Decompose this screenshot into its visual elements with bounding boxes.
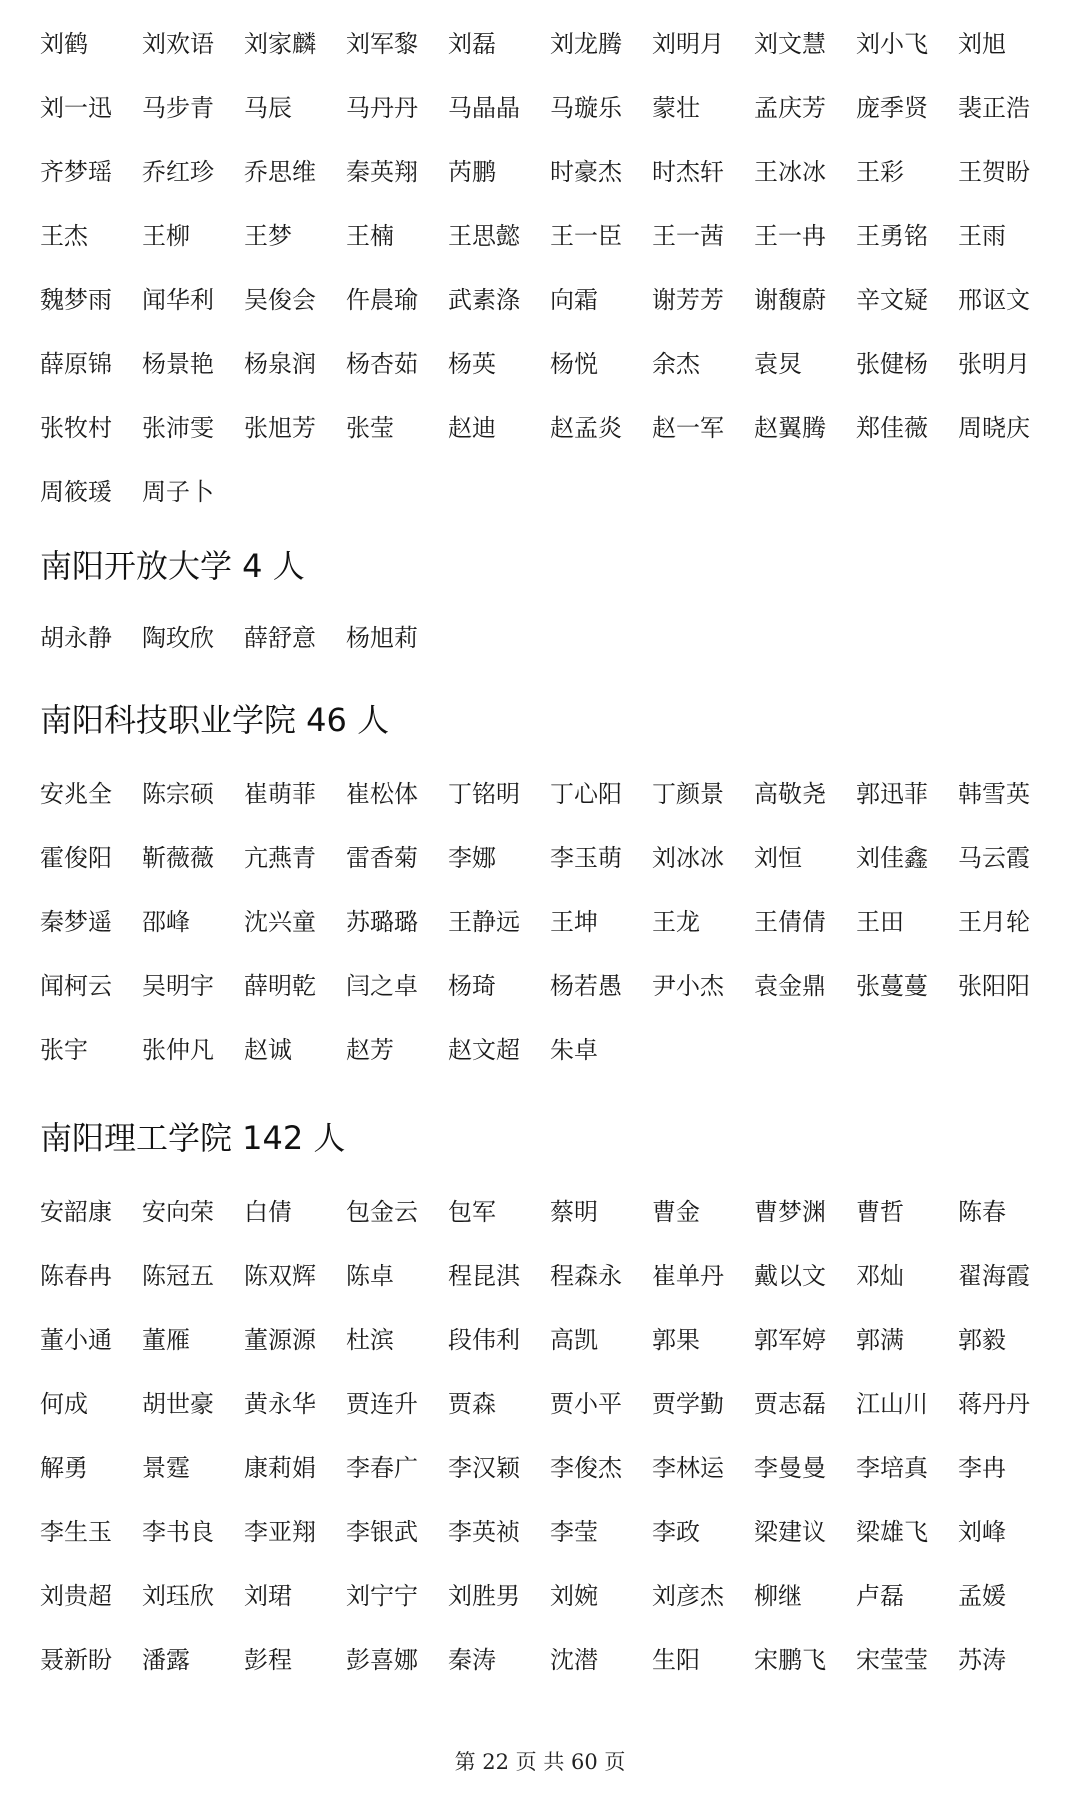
person-name: 刘鹤 <box>40 30 88 58</box>
person-name: 时豪杰 <box>550 158 622 186</box>
person-name: 刘家麟 <box>244 30 316 58</box>
person-name: 贾志磊 <box>754 1390 826 1418</box>
person-name: 贾连升 <box>346 1390 418 1418</box>
person-name: 梁建议 <box>754 1518 826 1546</box>
person-name: 秦梦遥 <box>40 908 112 936</box>
person-name: 包金云 <box>346 1198 418 1226</box>
person-name: 王一茜 <box>652 222 724 250</box>
person-name: 韩雪英 <box>958 780 1030 808</box>
person-name: 孟庆芳 <box>754 94 826 122</box>
person-name: 谢芳芳 <box>652 286 724 314</box>
person-name: 赵翼腾 <box>754 414 826 442</box>
person-name: 刘明月 <box>652 30 724 58</box>
person-name: 魏梦雨 <box>40 286 112 314</box>
person-name: 张旭芳 <box>244 414 316 442</box>
person-name: 张明月 <box>958 350 1030 378</box>
person-name: 李亚翔 <box>244 1518 316 1546</box>
person-name: 李俊杰 <box>550 1454 622 1482</box>
person-name: 翟海霞 <box>958 1262 1030 1290</box>
person-name: 李春广 <box>346 1454 418 1482</box>
person-name: 袁炅 <box>754 350 802 378</box>
person-name: 康莉娟 <box>244 1454 316 1482</box>
person-name: 亢燕青 <box>244 844 316 872</box>
person-name: 裴正浩 <box>958 94 1030 122</box>
person-name: 吴俊会 <box>244 286 316 314</box>
person-name: 张宇 <box>40 1036 88 1064</box>
person-name: 安兆全 <box>40 780 112 808</box>
person-name: 刘磊 <box>448 30 496 58</box>
person-name: 郭迅菲 <box>856 780 928 808</box>
person-name: 邓灿 <box>856 1262 904 1290</box>
person-name: 江山川 <box>856 1390 928 1418</box>
person-name: 戴以文 <box>754 1262 826 1290</box>
person-name: 赵一军 <box>652 414 724 442</box>
person-name: 蔡明 <box>550 1198 598 1226</box>
person-name: 潘露 <box>142 1646 190 1674</box>
person-name: 陈宗硕 <box>142 780 214 808</box>
person-name: 赵孟炎 <box>550 414 622 442</box>
person-name: 尹小杰 <box>652 972 724 1000</box>
person-name: 刘恒 <box>754 844 802 872</box>
person-name: 蒙壮 <box>652 94 700 122</box>
person-name: 胡永静 <box>40 624 112 652</box>
person-name: 段伟利 <box>448 1326 520 1354</box>
person-name: 柳继 <box>754 1582 802 1610</box>
person-name: 包军 <box>448 1198 496 1226</box>
person-name: 薛明乾 <box>244 972 316 1000</box>
person-name: 薛原锦 <box>40 350 112 378</box>
person-name: 丁心阳 <box>550 780 622 808</box>
page-number-footer: 第 22 页 共 60 页 <box>454 1750 626 1774</box>
person-name: 王倩倩 <box>754 908 826 936</box>
person-name: 杨若愚 <box>550 972 622 1000</box>
person-name: 卢磊 <box>856 1582 904 1610</box>
person-name: 程昆淇 <box>448 1262 520 1290</box>
section-heading-nanyang-institute-of-technology: 南阳理工学院 142 人 <box>40 1119 346 1157</box>
person-name: 陈双辉 <box>244 1262 316 1290</box>
person-name: 刘彦杰 <box>652 1582 724 1610</box>
person-name: 张健杨 <box>856 350 928 378</box>
person-name: 乔思维 <box>244 158 316 186</box>
person-name: 靳薇薇 <box>142 844 214 872</box>
person-name: 闻华利 <box>142 286 214 314</box>
person-name: 刘佳鑫 <box>856 844 928 872</box>
person-name: 雷香菊 <box>346 844 418 872</box>
person-name: 赵文超 <box>448 1036 520 1064</box>
person-name: 黄永华 <box>244 1390 316 1418</box>
person-name: 时杰轩 <box>652 158 724 186</box>
person-name: 王冰冰 <box>754 158 826 186</box>
person-name: 刘一迅 <box>40 94 112 122</box>
person-name: 秦英翔 <box>346 158 418 186</box>
person-name: 李政 <box>652 1518 700 1546</box>
person-name: 李娜 <box>448 844 496 872</box>
person-name: 刘文慧 <box>754 30 826 58</box>
person-name: 刘小飞 <box>856 30 928 58</box>
name-list-nanyang-institute-of-technology <box>40 1180 1060 1692</box>
person-name: 王楠 <box>346 222 394 250</box>
person-name: 杨英 <box>448 350 496 378</box>
person-name: 张仲凡 <box>142 1036 214 1064</box>
person-name: 闫之卓 <box>346 972 418 1000</box>
person-name: 张蔓蔓 <box>856 972 928 1000</box>
person-name: 张牧村 <box>40 414 112 442</box>
person-name: 周筱瑗 <box>40 478 112 506</box>
person-name: 张阳阳 <box>958 972 1030 1000</box>
person-name: 张沛雯 <box>142 414 214 442</box>
person-name: 安韶康 <box>40 1198 112 1226</box>
person-name: 仵晨瑜 <box>346 286 418 314</box>
person-name: 陈卓 <box>346 1262 394 1290</box>
person-name: 何成 <box>40 1390 88 1418</box>
person-name: 崔萌菲 <box>244 780 316 808</box>
person-name: 李生玉 <box>40 1518 112 1546</box>
person-name: 庞季贤 <box>856 94 928 122</box>
person-name: 杨旭莉 <box>346 624 418 652</box>
name-list-nanyang-tech-vocational-college <box>40 762 1060 1082</box>
person-name: 李冉 <box>958 1454 1006 1482</box>
person-name: 曹梦渊 <box>754 1198 826 1226</box>
person-name: 彭程 <box>244 1646 292 1674</box>
person-name: 生阳 <box>652 1646 700 1674</box>
person-name: 陈春 <box>958 1198 1006 1226</box>
person-name: 霍俊阳 <box>40 844 112 872</box>
person-name: 杨杏茹 <box>346 350 418 378</box>
person-name: 王彩 <box>856 158 904 186</box>
person-name: 赵芳 <box>346 1036 394 1064</box>
person-name: 董源源 <box>244 1326 316 1354</box>
section-heading-nanyang-tech-vocational-college: 南阳科技职业学院 46 人 <box>40 701 390 739</box>
person-name: 袁金鼎 <box>754 972 826 1000</box>
person-name: 陶玫欣 <box>142 624 214 652</box>
person-name: 王贺盼 <box>958 158 1030 186</box>
person-name: 刘珏欣 <box>142 1582 214 1610</box>
person-name: 王坤 <box>550 908 598 936</box>
person-name: 刘峰 <box>958 1518 1006 1546</box>
person-name: 李汉颖 <box>448 1454 520 1482</box>
person-name: 马步青 <box>142 94 214 122</box>
person-name: 赵迪 <box>448 414 496 442</box>
person-name: 郭果 <box>652 1326 700 1354</box>
person-name: 王一冉 <box>754 222 826 250</box>
person-name: 安向荣 <box>142 1198 214 1226</box>
person-name: 刘欢语 <box>142 30 214 58</box>
person-name: 周晓庆 <box>958 414 1030 442</box>
name-list-continued <box>40 12 1060 524</box>
person-name: 向霜 <box>550 286 598 314</box>
person-name: 苏涛 <box>958 1646 1006 1674</box>
person-name: 王田 <box>856 908 904 936</box>
person-name: 杨琦 <box>448 972 496 1000</box>
person-name: 薛舒意 <box>244 624 316 652</box>
person-name: 王雨 <box>958 222 1006 250</box>
person-name: 陈春冉 <box>40 1262 112 1290</box>
person-name: 李玉萌 <box>550 844 622 872</box>
person-name: 李银武 <box>346 1518 418 1546</box>
person-name: 马晶晶 <box>448 94 520 122</box>
person-name: 贾森 <box>448 1390 496 1418</box>
person-name: 陈冠五 <box>142 1262 214 1290</box>
person-name: 马云霞 <box>958 844 1030 872</box>
person-name: 李莹 <box>550 1518 598 1546</box>
person-name: 沈兴童 <box>244 908 316 936</box>
person-name: 蒋丹丹 <box>958 1390 1030 1418</box>
person-name: 王柳 <box>142 222 190 250</box>
person-name: 王思懿 <box>448 222 520 250</box>
person-name: 齐梦瑶 <box>40 158 112 186</box>
person-name: 景霆 <box>142 1454 190 1482</box>
person-name: 梁雄飞 <box>856 1518 928 1546</box>
person-name: 贾学勤 <box>652 1390 724 1418</box>
person-name: 秦涛 <box>448 1646 496 1674</box>
person-name: 丁颜景 <box>652 780 724 808</box>
person-name: 刘旭 <box>958 30 1006 58</box>
person-name: 宋莹莹 <box>856 1646 928 1674</box>
person-name: 沈潜 <box>550 1646 598 1674</box>
person-name: 苏璐璐 <box>346 908 418 936</box>
person-name: 张莹 <box>346 414 394 442</box>
person-name: 刘龙腾 <box>550 30 622 58</box>
person-name: 杜滨 <box>346 1326 394 1354</box>
person-name: 吴明宇 <box>142 972 214 1000</box>
person-name: 贾小平 <box>550 1390 622 1418</box>
person-name: 余杰 <box>652 350 700 378</box>
person-name: 辛文疑 <box>856 286 928 314</box>
person-name: 高敬尧 <box>754 780 826 808</box>
person-name: 刘胜男 <box>448 1582 520 1610</box>
name-list-nanyang-open-university <box>40 606 1060 670</box>
person-name: 曹哲 <box>856 1198 904 1226</box>
section-heading-nanyang-open-university: 南阳开放大学 4 人 <box>40 547 305 585</box>
person-name: 马丹丹 <box>346 94 418 122</box>
person-name: 朱卓 <box>550 1036 598 1064</box>
person-name: 李培真 <box>856 1454 928 1482</box>
person-name: 郭毅 <box>958 1326 1006 1354</box>
person-name: 闻柯云 <box>40 972 112 1000</box>
person-name: 崔松体 <box>346 780 418 808</box>
person-name: 丁铭明 <box>448 780 520 808</box>
person-name: 董小通 <box>40 1326 112 1354</box>
person-name: 邵峰 <box>142 908 190 936</box>
person-name: 王月轮 <box>958 908 1030 936</box>
person-name: 程森永 <box>550 1262 622 1290</box>
person-name: 郑佳薇 <box>856 414 928 442</box>
person-name: 武素涤 <box>448 286 520 314</box>
person-name: 王一臣 <box>550 222 622 250</box>
person-name: 刘珺 <box>244 1582 292 1610</box>
person-name: 刘宁宁 <box>346 1582 418 1610</box>
person-name: 聂新盼 <box>40 1646 112 1674</box>
person-name: 王梦 <box>244 222 292 250</box>
person-name: 刘军黎 <box>346 30 418 58</box>
person-name: 李书良 <box>142 1518 214 1546</box>
person-name: 王杰 <box>40 222 88 250</box>
person-name: 芮鹏 <box>448 158 496 186</box>
person-name: 马璇乐 <box>550 94 622 122</box>
person-name: 郭军婷 <box>754 1326 826 1354</box>
person-name: 刘贵超 <box>40 1582 112 1610</box>
person-name: 王勇铭 <box>856 222 928 250</box>
person-name: 杨泉润 <box>244 350 316 378</box>
person-name: 高凯 <box>550 1326 598 1354</box>
person-name: 曹金 <box>652 1198 700 1226</box>
person-name: 白倩 <box>244 1198 292 1226</box>
person-name: 郭满 <box>856 1326 904 1354</box>
person-name: 杨景艳 <box>142 350 214 378</box>
person-name: 邢讴文 <box>958 286 1030 314</box>
person-name: 乔红珍 <box>142 158 214 186</box>
person-name: 李英祯 <box>448 1518 520 1546</box>
person-name: 杨悦 <box>550 350 598 378</box>
person-name: 解勇 <box>40 1454 88 1482</box>
person-name: 彭喜娜 <box>346 1646 418 1674</box>
person-name: 刘冰冰 <box>652 844 724 872</box>
person-name: 董雁 <box>142 1326 190 1354</box>
person-name: 孟媛 <box>958 1582 1006 1610</box>
person-name: 宋鹏飞 <box>754 1646 826 1674</box>
person-name: 李曼曼 <box>754 1454 826 1482</box>
person-name: 胡世豪 <box>142 1390 214 1418</box>
person-name: 王龙 <box>652 908 700 936</box>
person-name: 崔单丹 <box>652 1262 724 1290</box>
person-name: 周子卜 <box>142 478 214 506</box>
person-name: 赵诚 <box>244 1036 292 1064</box>
person-name: 谢馥蔚 <box>754 286 826 314</box>
person-name: 李林运 <box>652 1454 724 1482</box>
person-name: 马辰 <box>244 94 292 122</box>
person-name: 王静远 <box>448 908 520 936</box>
person-name: 刘婉 <box>550 1582 598 1610</box>
